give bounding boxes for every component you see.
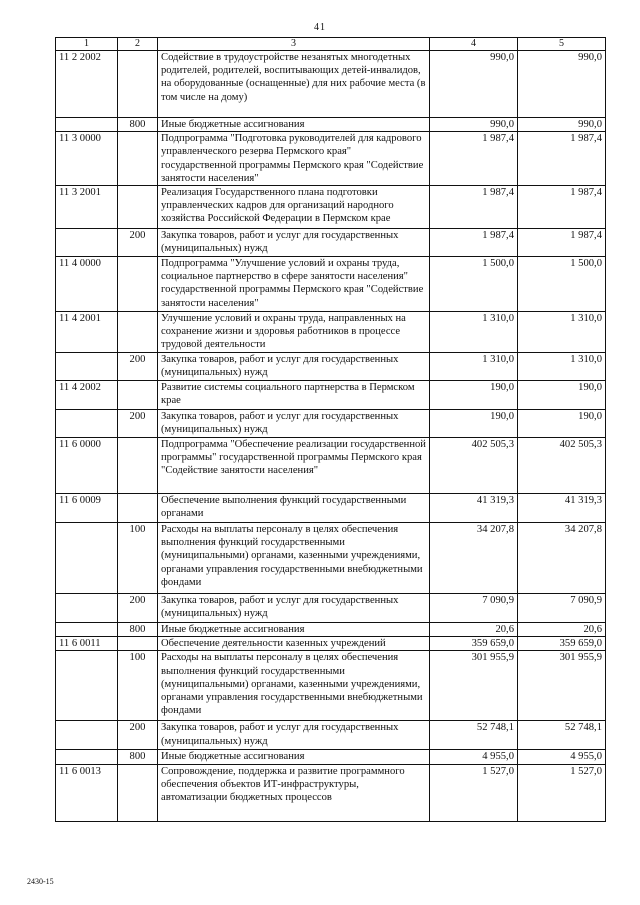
description-cell: Подпрограмма "Подготовка руководителей для кадрового управленческого резерва Пермского края" государственной программы Пермского края "Содействие занятости населения"	[158, 132, 430, 186]
description-cell: Закупка товаров, работ и услуг для государственных (муниципальных) нужд	[158, 594, 430, 623]
expense-type-cell	[118, 186, 158, 229]
expense-type-cell	[118, 381, 158, 410]
amount-year1-cell: 1 500,0	[430, 257, 518, 312]
code-cell	[56, 750, 118, 764]
description-cell: Иные бюджетные ассигнования	[158, 750, 430, 764]
table-row	[56, 229, 606, 257]
amount-year1-cell: 990,0	[430, 51, 518, 118]
amount-year2-cell: 41 319,3	[518, 494, 606, 523]
amount-year1-cell: 1 987,4	[430, 186, 518, 229]
code-cell	[56, 229, 118, 257]
amount-year2-cell: 52 748,1	[518, 721, 606, 750]
description-cell: Подпрограмма "Улучшение условий и охраны труда, социальное партнерство в сфере занятости населения" государственной программы Пермского края "Содействие занятости населения"	[158, 257, 430, 312]
amount-year2-cell: 7 090,9	[518, 594, 606, 623]
code-cell: 11 6 0000	[56, 438, 118, 494]
expense-type-cell: 200	[118, 229, 158, 257]
amount-year1-cell: 190,0	[430, 410, 518, 438]
table-row	[56, 721, 606, 750]
amount-year2-cell: 34 207,8	[518, 523, 606, 594]
description-cell: Реализация Государственного плана подготовки управленческих кадров для организаций народного хозяйства Российской Федерации в Пермском крае	[158, 186, 430, 229]
table-row	[56, 651, 606, 721]
table-row	[56, 118, 606, 132]
code-cell	[56, 523, 118, 594]
table-row	[56, 312, 606, 353]
description-cell: Обеспечение деятельности казенных учреждений	[158, 637, 430, 651]
code-cell	[56, 721, 118, 750]
expense-type-cell	[118, 637, 158, 651]
code-cell	[56, 353, 118, 381]
budget-table	[55, 37, 606, 822]
code-cell: 11 4 2001	[56, 312, 118, 353]
code-cell	[56, 118, 118, 132]
code-cell: 11 3 2001	[56, 186, 118, 229]
table-row	[56, 438, 606, 494]
description-cell: Обеспечение выполнения функций государственными органами	[158, 494, 430, 523]
description-cell: Закупка товаров, работ и услуг для государственных (муниципальных) нужд	[158, 410, 430, 438]
amount-year1-cell: 1 310,0	[430, 312, 518, 353]
code-cell: 11 6 0009	[56, 494, 118, 523]
code-cell: 11 6 0013	[56, 764, 118, 821]
page-number: 41	[314, 22, 326, 33]
amount-year1-cell: 20,6	[430, 623, 518, 637]
table-row	[56, 523, 606, 594]
table-row	[56, 381, 606, 410]
table-row	[56, 637, 606, 651]
table-row	[56, 623, 606, 637]
table-row	[56, 410, 606, 438]
table-row	[56, 750, 606, 764]
col-header-2: 2	[118, 38, 158, 51]
code-cell: 11 6 0011	[56, 637, 118, 651]
document-id: 2430-15	[27, 877, 54, 886]
code-cell: 11 4 0000	[56, 257, 118, 312]
expense-type-cell: 200	[118, 353, 158, 381]
code-cell	[56, 651, 118, 721]
code-cell	[56, 594, 118, 623]
description-cell: Развитие системы социального партнерства в Пермском крае	[158, 381, 430, 410]
expense-type-cell: 800	[118, 118, 158, 132]
table-row	[56, 132, 606, 186]
expense-type-cell: 100	[118, 651, 158, 721]
amount-year2-cell: 1 310,0	[518, 353, 606, 381]
table-row	[56, 764, 606, 821]
description-cell: Расходы на выплаты персоналу в целях обеспечения выполнения функций государственными (муниципальными) органами, казенными учреждениями, органами управления государственными внебюджетными фондами	[158, 523, 430, 594]
amount-year1-cell: 1 527,0	[430, 764, 518, 821]
expense-type-cell	[118, 312, 158, 353]
description-cell: Иные бюджетные ассигнования	[158, 623, 430, 637]
amount-year2-cell: 359 659,0	[518, 637, 606, 651]
amount-year2-cell: 301 955,9	[518, 651, 606, 721]
table-row	[56, 257, 606, 312]
header-row	[56, 38, 606, 51]
amount-year1-cell: 1 987,4	[430, 132, 518, 186]
col-header-1: 1	[56, 38, 118, 51]
amount-year2-cell: 1 987,4	[518, 132, 606, 186]
description-cell: Улучшение условий и охраны труда, направленных на сохранение жизни и здоровья работников в процессе трудовой деятельности	[158, 312, 430, 353]
amount-year1-cell: 301 955,9	[430, 651, 518, 721]
expense-type-cell: 200	[118, 410, 158, 438]
expense-type-cell: 800	[118, 623, 158, 637]
description-cell: Иные бюджетные ассигнования	[158, 118, 430, 132]
description-cell: Закупка товаров, работ и услуг для государственных (муниципальных) нужд	[158, 229, 430, 257]
amount-year1-cell: 990,0	[430, 118, 518, 132]
table-row	[56, 186, 606, 229]
table-row	[56, 494, 606, 523]
expense-type-cell: 100	[118, 523, 158, 594]
description-cell: Подпрограмма "Обеспечение реализации государственной программы" государственной программы Пермского края "Содействие занятости населения"	[158, 438, 430, 494]
amount-year2-cell: 4 955,0	[518, 750, 606, 764]
code-cell	[56, 623, 118, 637]
amount-year2-cell: 1 310,0	[518, 312, 606, 353]
amount-year1-cell: 7 090,9	[430, 594, 518, 623]
amount-year2-cell: 190,0	[518, 381, 606, 410]
col-header-3: 3	[158, 38, 430, 51]
expense-type-cell	[118, 51, 158, 118]
expense-type-cell: 200	[118, 721, 158, 750]
description-cell: Закупка товаров, работ и услуг для государственных (муниципальных) нужд	[158, 721, 430, 750]
code-cell: 11 4 2002	[56, 381, 118, 410]
amount-year1-cell: 34 207,8	[430, 523, 518, 594]
amount-year1-cell: 402 505,3	[430, 438, 518, 494]
amount-year1-cell: 1 310,0	[430, 353, 518, 381]
expense-type-cell: 800	[118, 750, 158, 764]
expense-type-cell: 200	[118, 594, 158, 623]
amount-year2-cell: 1 500,0	[518, 257, 606, 312]
amount-year2-cell: 1 987,4	[518, 229, 606, 257]
amount-year1-cell: 359 659,0	[430, 637, 518, 651]
description-cell: Расходы на выплаты персоналу в целях обеспечения выполнения функций государственными (муниципальными) органами, казенными учреждениями, органами управления государственными внебюджетными фондами	[158, 651, 430, 721]
expense-type-cell	[118, 494, 158, 523]
expense-type-cell	[118, 764, 158, 821]
code-cell	[56, 410, 118, 438]
expense-type-cell	[118, 438, 158, 494]
amount-year2-cell: 190,0	[518, 410, 606, 438]
amount-year1-cell: 4 955,0	[430, 750, 518, 764]
expense-type-cell	[118, 257, 158, 312]
table-row	[56, 353, 606, 381]
amount-year1-cell: 1 987,4	[430, 229, 518, 257]
code-cell: 11 2 2002	[56, 51, 118, 118]
col-header-4: 4	[430, 38, 518, 51]
amount-year2-cell: 1 987,4	[518, 186, 606, 229]
table-row	[56, 594, 606, 623]
amount-year1-cell: 190,0	[430, 381, 518, 410]
code-cell: 11 3 0000	[56, 132, 118, 186]
table-row	[56, 51, 606, 118]
amount-year2-cell: 1 527,0	[518, 764, 606, 821]
amount-year2-cell: 20,6	[518, 623, 606, 637]
description-cell: Сопровождение, поддержка и развитие программного обеспечения объектов ИТ-инфраструктуры, автоматизации бюджетных процессов	[158, 764, 430, 821]
amount-year2-cell: 990,0	[518, 118, 606, 132]
amount-year1-cell: 52 748,1	[430, 721, 518, 750]
col-header-5: 5	[518, 38, 606, 51]
amount-year2-cell: 990,0	[518, 51, 606, 118]
amount-year2-cell: 402 505,3	[518, 438, 606, 494]
amount-year1-cell: 41 319,3	[430, 494, 518, 523]
description-cell: Содействие в трудоустройстве незанятых многодетных родителей, родителей, воспитывающих детей-инвалидов, на оборудованные (оснащенные) для них рабочие места (в том числе на дому)	[158, 51, 430, 118]
description-cell: Закупка товаров, работ и услуг для государственных (муниципальных) нужд	[158, 353, 430, 381]
expense-type-cell	[118, 132, 158, 186]
